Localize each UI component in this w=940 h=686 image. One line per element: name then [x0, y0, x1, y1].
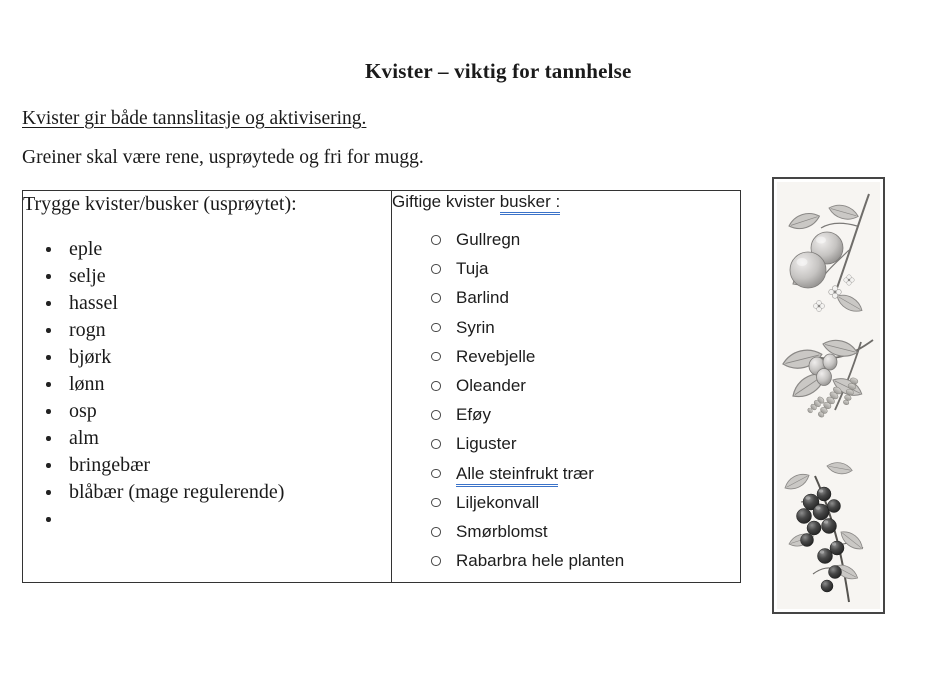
twig-safety-table	[22, 190, 741, 583]
list-item: hassel	[69, 290, 391, 317]
list-item-empty	[69, 506, 391, 533]
grammar-marked-text: Alle steinfrukt	[456, 464, 558, 487]
safe-twigs-column	[23, 191, 392, 583]
list-item: Barlind	[456, 283, 740, 312]
list-item: alm	[69, 425, 391, 452]
list-item: bjørk	[69, 344, 391, 371]
list-item: Rabarbra hele planten	[456, 546, 740, 575]
list-item: Oleander	[456, 371, 740, 400]
list-item: Liguster	[456, 429, 740, 458]
list-item: Smørblomst	[456, 517, 740, 546]
list-item: Syrin	[456, 313, 740, 342]
safe-twigs-list	[23, 236, 391, 533]
toxic-column-header	[392, 191, 740, 213]
list-item: osp	[69, 398, 391, 425]
list-item: Gullregn	[456, 225, 740, 254]
list-item: bringebær	[69, 452, 391, 479]
list-item: Eføy	[456, 400, 740, 429]
list-item: blåbær (mage regulerende)	[69, 479, 391, 506]
list-item-text: trær	[558, 463, 594, 483]
list-item: Liljekonvall	[456, 488, 740, 517]
botanical-illustration-image	[772, 177, 885, 614]
intro-underlined-line: Kvister gir både tannslitasje og aktivisering.	[22, 108, 367, 129]
illustration-paper	[777, 182, 880, 609]
toxic-header-grammar-marked-text: busker :	[500, 192, 560, 215]
list-item	[456, 459, 740, 488]
toxic-twigs-list	[392, 225, 740, 575]
list-item: eple	[69, 236, 391, 263]
page-title: Kvister – viktig for tannhelse	[365, 59, 632, 83]
safe-column-header: Trygge kvister/busker (usprøytet):	[23, 193, 297, 215]
list-item: Revebjelle	[456, 342, 740, 371]
list-item: Tuja	[456, 254, 740, 283]
toxic-header-text: Giftige kvister	[392, 192, 500, 211]
list-item: rogn	[69, 317, 391, 344]
intro-plain-line: Greiner skal være rene, usprøytede og fri for mugg.	[22, 147, 424, 168]
toxic-twigs-column	[392, 191, 741, 583]
list-item: selje	[69, 263, 391, 290]
list-item: lønn	[69, 371, 391, 398]
botanical-illustration-svg	[777, 182, 880, 609]
